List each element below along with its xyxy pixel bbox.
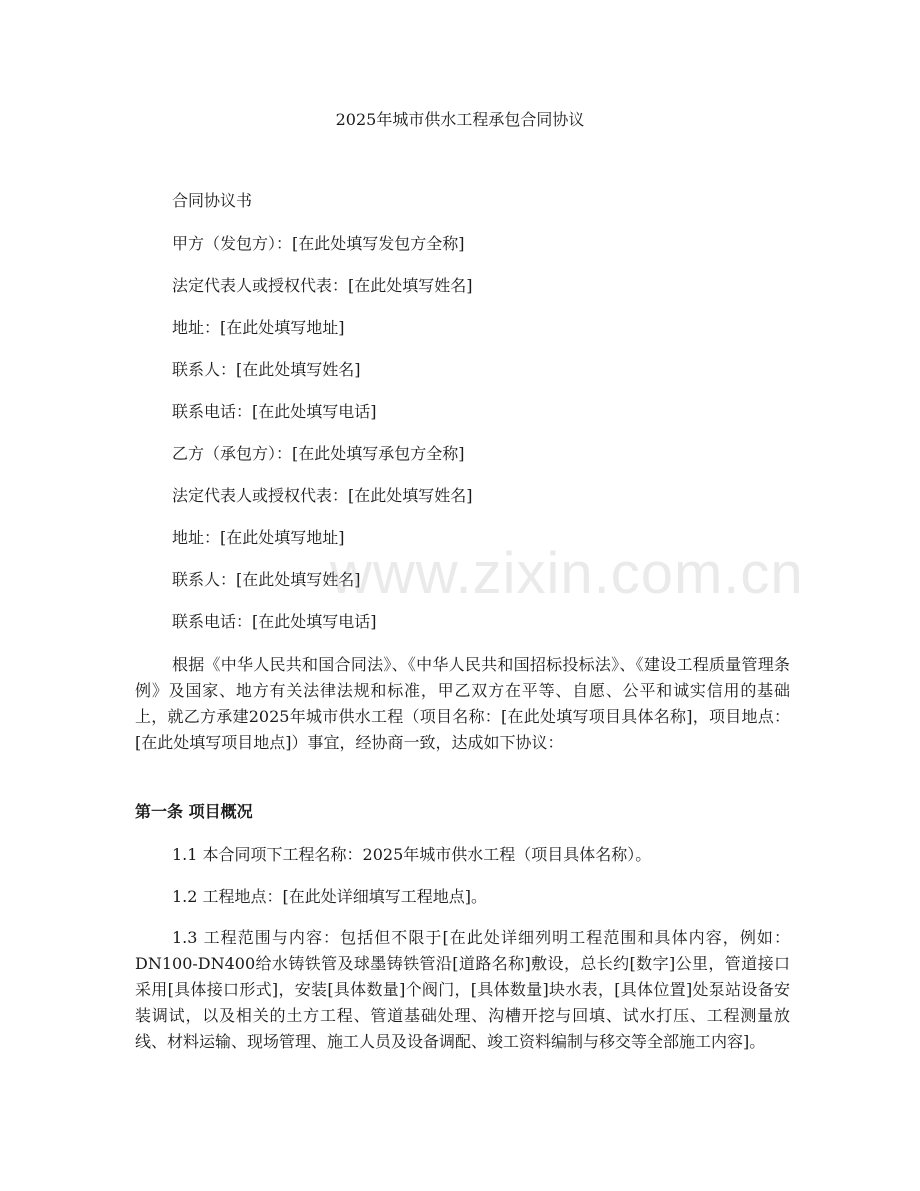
party-a-address: 地址：[在此处填写地址] <box>172 318 345 337</box>
article-1-heading: 第一条 项目概况 <box>135 802 253 821</box>
party-a-name: 甲方（发包方）：[在此处填写发包方全称] <box>172 234 465 253</box>
document-title: 2025年城市供水工程承包合同协议 <box>335 110 585 129</box>
party-b-name: 乙方（承包方）：[在此处填写承包方全称] <box>172 444 465 463</box>
article-1-item-1: 1.1 本合同项下工程名称：2025年城市供水工程（项目具体名称）。 <box>172 845 652 864</box>
party-b-representative: 法定代表人或授权代表：[在此处填写姓名] <box>172 486 473 505</box>
party-a-phone: 联系电话：[在此处填写电话] <box>172 402 377 421</box>
party-b-phone: 联系电话：[在此处填写电话] <box>172 612 377 631</box>
party-a-representative: 法定代表人或授权代表：[在此处填写姓名] <box>172 276 473 295</box>
party-b-address: 地址：[在此处填写地址] <box>172 528 345 547</box>
article-1-item-3: 1.3 工程范围与内容：包括但不限于[在此处详细列明工程范围和具体内容，例如：DN100-DN400给水铸铁管及球墨铸铁管沿[道路名称]敷设，总长约[数字]公里，管道接口采用[具体接口形式]，安装[具体数量]个阀门，[具体数量]块水表，[具体位置]处泵站设备安装调试，以及相关的土方工程、管道基础处理、沟槽开挖与回填、试水打压、工程测量放线、材料运输、现场管理、施工人员及设备调配、竣工资料编制与移交等全部施工内容]。 <box>135 928 790 1051</box>
party-a-contact: 联系人：[在此处填写姓名] <box>172 360 361 379</box>
preamble-paragraph: 根据《中华人民共和国合同法》、《中华人民共和国招标投标法》、《建设工程质量管理条例》及国家、地方有关法律法规和标准，甲乙双方在平等、自愿、公平和诚实信用的基础上，就乙方承建2025年城市供水工程（项目名称：[在此处填写项目具体名称]，项目地点：[在此处填写项目地点]）事宜，经协商一致，达成如下协议： <box>135 655 790 752</box>
agreement-label: 合同协议书 <box>172 191 253 210</box>
article-1-item-2: 1.2 工程地点：[在此处详细填写工程地点]。 <box>172 887 488 906</box>
watermark-text: www.zixin.com.cn <box>330 541 804 606</box>
party-b-contact: 联系人：[在此处填写姓名] <box>172 570 361 589</box>
